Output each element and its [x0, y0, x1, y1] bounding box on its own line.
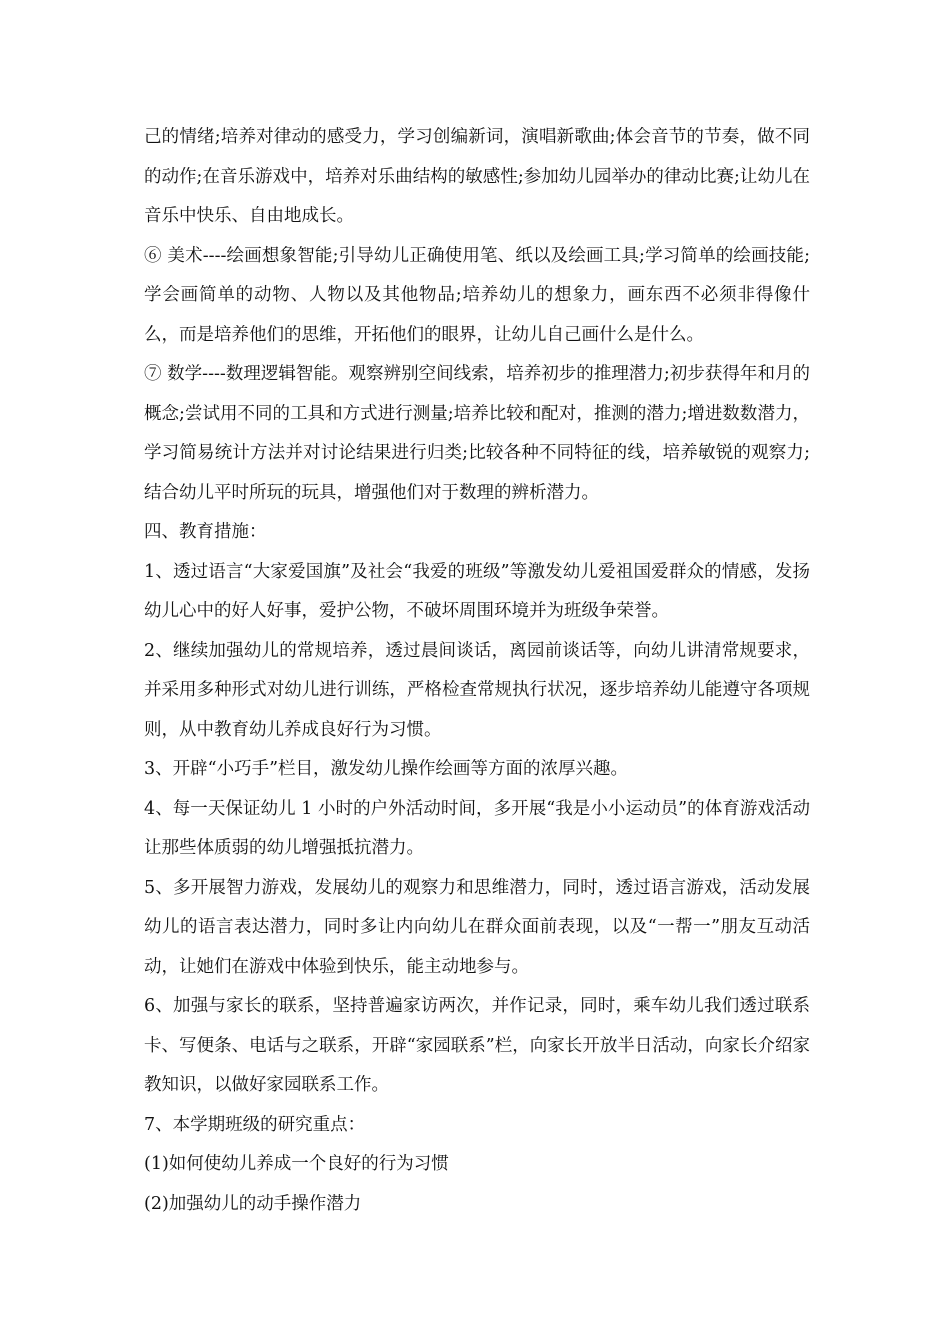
paragraph-math: ⑦ 数学----数理逻辑智能。观察辨别空间线索，培养初步的推理潜力;初步获得年和月的概念;尝试用不同的工具和方式进行测量;培养比较和配对，推测的潜力;增进数数潜力，学习简易统计方法并对讨论结果进行归类;比较各种不同特征的线，培养敏锐的观察力;结合幼儿平时所玩的玩具，增强他们对于数理的辨析潜力。 [144, 364, 810, 503]
measure-item-4: 4、每一天保证幼儿 1 小时的户外活动时间，多开展“我是小小运动员”的体育游戏活动让那些体质弱的幼儿增强抵抗潜力。 [144, 798, 810, 858]
measure-item-7: 7、本学期班级的研究重点： [144, 1114, 366, 1135]
paragraph-music-continued: 己的情绪;培养对律动的感受力，学习创编新词，演唱新歌曲;体会音节的节奏，做不同的动作;在音乐游戏中，培养对乐曲结构的敏感性;参加幼儿园举办的律动比赛;让幼儿在音乐中快乐、自由地成长。 [144, 127, 810, 226]
section-heading-education-measures: 四、教育措施： [144, 522, 267, 542]
research-focus-2: (2)加强幼儿的动手操作潜力 [144, 1193, 362, 1214]
measure-item-6: 6、加强与家长的联系，坚持普遍家访两次，并作记录，同时，乘车幼儿我们透过联系卡、写便条、电话与之联系，开辟“家园联系”栏，向家长开放半日活动，向家长介绍家教知识，以做好家园联系工作。 [144, 996, 810, 1095]
measure-item-2: 2、继续加强幼儿的常规培养，透过晨间谈话，离园前谈话等，向幼儿讲清常规要求，并采用多种形式对幼儿进行训练，严格检查常规执行状况，逐步培养幼儿能遵守各项规则，从中教育幼儿养成良好行为习惯。 [144, 640, 810, 740]
document-page [144, 118, 810, 1224]
measure-item-1: 1、透过语言“大家爱国旗”及社会“我爱的班级”等激发幼儿爱祖国爱群众的情感，发扬幼儿心中的好人好事，爱护公物，不破坏周围环境并为班级争荣誉。 [144, 561, 810, 621]
research-focus-1: (1)如何使幼儿养成一个良好的行为习惯 [144, 1154, 449, 1174]
measure-item-3: 3、开辟“小巧手”栏目，激发幼儿操作绘画等方面的浓厚兴趣。 [144, 759, 629, 779]
paragraph-art: ⑥ 美术----绘画想象智能;引导幼儿正确使用笔、纸以及绘画工具;学习简单的绘画技能;学会画简单的动物、人物以及其他物品;培养幼儿的想象力，画东西不必须非得像什么，而是培养他们的思维，开拓他们的眼界，让幼儿自己画什么是什么。 [144, 245, 810, 345]
measure-item-5: 5、多开展智力游戏，发展幼儿的观察力和思维潜力，同时，透过语言游戏，活动发展幼儿的语言表达潜力，同时多让内向幼儿在群众面前表现，以及“一帮一”朋友互动活动，让她们在游戏中体验到快乐，能主动地参与。 [144, 877, 810, 977]
